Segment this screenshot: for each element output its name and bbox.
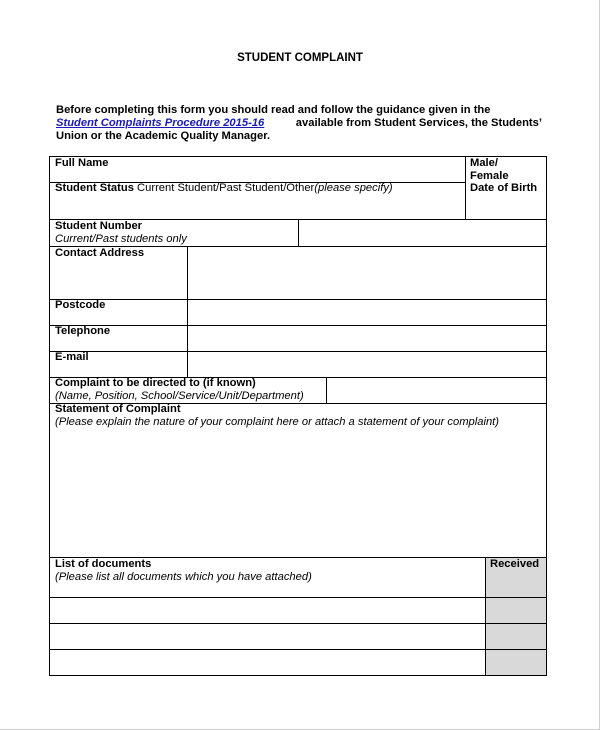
contact-address-field[interactable] [187, 246, 547, 299]
list-of-documents-label: List of documents [55, 558, 152, 570]
table-rule [546, 156, 547, 675]
student-number-label: Student Number [55, 220, 143, 232]
please-specify-text: (please specify) [314, 182, 393, 194]
table-rule [49, 623, 547, 624]
postcode-field[interactable] [187, 299, 547, 325]
male-female-label-1: Male/ [470, 157, 498, 169]
table-rule [326, 377, 327, 403]
page-title: STUDENT COMPLAINT [237, 52, 363, 64]
full-name-label: Full Name [55, 157, 109, 169]
complaint-form [49, 156, 547, 676]
student-status-label: Student Status [55, 182, 134, 194]
document-row-2[interactable] [49, 623, 485, 649]
received-label: Received [490, 558, 540, 570]
intro-line-2 [56, 117, 542, 130]
telephone-label: Telephone [55, 325, 111, 337]
email-label: E-mail [55, 351, 89, 363]
complaint-directed-field[interactable] [326, 377, 547, 403]
current-past-hint: Current/Past students only [55, 233, 187, 245]
intro-paragraph [56, 104, 542, 143]
male-female-label-2: Female [470, 170, 509, 182]
received-column-shade [485, 557, 547, 675]
student-status-label-row [55, 182, 393, 195]
status-options-text: Current Student/Past Student/Other [137, 182, 315, 194]
full-name-field[interactable] [49, 156, 465, 182]
table-rule [49, 299, 547, 300]
telephone-field[interactable] [187, 325, 547, 351]
statement-hint: (Please explain the nature of your complaint here or attach a statement of your complaint) [55, 416, 500, 428]
statement-label: Statement of Complaint [55, 403, 181, 415]
list-of-documents-hint: (Please list all documents which you have attached) [55, 571, 312, 583]
intro-line-1: Before completing this form you should read and follow the guidance given in the [56, 104, 491, 116]
table-rule [298, 219, 299, 246]
complaint-directed-hint: (Name, Position, School/Service/Unit/Department) [55, 390, 304, 402]
document-row-3[interactable] [49, 649, 485, 675]
student-number-field[interactable] [298, 219, 547, 246]
table-rule [465, 156, 466, 219]
table-rule [187, 246, 188, 377]
postcode-label: Postcode [55, 299, 106, 311]
document-row-1[interactable] [49, 597, 485, 623]
complaints-procedure-link[interactable]: Student Complaints Procedure 2015-16 [56, 117, 265, 129]
table-rule [49, 351, 547, 352]
table-rule [485, 557, 486, 675]
contact-address-label: Contact Address [55, 247, 145, 259]
table-rule [49, 675, 547, 676]
date-of-birth-label: Date of Birth [470, 182, 538, 194]
table-rule [49, 649, 547, 650]
table-rule [49, 597, 547, 598]
intro-line-2-rest: available from Student Services, the Students’ [295, 117, 542, 129]
complaint-directed-label: Complaint to be directed to (if known) [55, 377, 256, 389]
email-field[interactable] [187, 351, 547, 377]
table-rule [49, 325, 547, 326]
statement-of-complaint-field[interactable] [49, 418, 547, 557]
intro-line-3: Union or the Academic Quality Manager. [56, 130, 271, 142]
table-rule [49, 156, 50, 675]
